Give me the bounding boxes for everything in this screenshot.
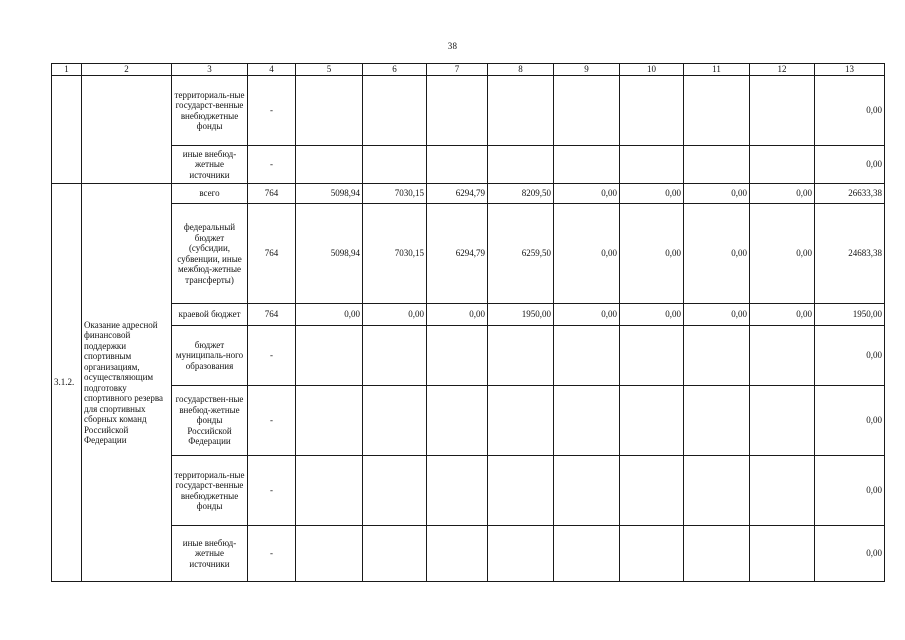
value-cell [684,456,750,526]
value-cell [554,456,620,526]
funding-source-cell: государствен-ные внебюд-жетные фонды Российской Федерации [172,386,248,456]
table-row [52,526,885,582]
funding-source-cell: бюджет муниципаль-ного образования [172,326,248,386]
value-cell: 0,00 [750,184,815,204]
value-cell: 1950,00 [488,304,554,326]
value-cell [427,326,488,386]
column-header-7: 7 [427,64,488,76]
program-financing-table [51,63,885,582]
table-row [52,386,885,456]
value-cell: 6294,79 [427,204,488,304]
value-cell [684,146,750,184]
page-number: 38 [447,41,458,51]
value-cell: 5098,94 [296,184,363,204]
value-cell [363,326,427,386]
value-cell: 0,00 [620,304,684,326]
value-cell [750,386,815,456]
value-cell [363,526,427,582]
column-4-cell: 764 [248,304,296,326]
funding-source-cell: иные внебюд-жетные источники [172,146,248,184]
value-cell: 0,00 [296,304,363,326]
value-cell [554,526,620,582]
value-cell: 0,00 [684,204,750,304]
table-row [52,304,885,326]
table-row [52,146,885,184]
column-header-3: 3 [172,64,248,76]
total-cell: 0,00 [815,76,885,146]
value-cell [620,76,684,146]
item-name-cell: Оказание адресной финансовой поддержки спортивным организациям, осуществляющим подготовку спортивного резерва для спортивных сборных команд Российской Федерации [82,184,172,582]
item-code-cell: 3.1.2. [52,184,82,582]
value-cell [554,386,620,456]
value-cell: 8209,50 [488,184,554,204]
value-cell [750,76,815,146]
item-name-cell [82,76,172,184]
column-header-11: 11 [684,64,750,76]
value-cell: 0,00 [554,184,620,204]
value-cell [363,76,427,146]
value-cell [488,76,554,146]
value-cell: 6259,50 [488,204,554,304]
value-cell [427,76,488,146]
value-cell [296,326,363,386]
value-cell: 7030,15 [363,204,427,304]
value-cell [296,76,363,146]
column-header-8: 8 [488,64,554,76]
value-cell [620,146,684,184]
value-cell: 0,00 [363,304,427,326]
column-header-2: 2 [82,64,172,76]
total-cell: 24683,38 [815,204,885,304]
column-4-cell: - [248,456,296,526]
value-cell: 0,00 [684,184,750,204]
column-number-header-row [52,64,885,76]
value-cell: 5098,94 [296,204,363,304]
column-4-cell: - [248,76,296,146]
column-4-cell: 764 [248,184,296,204]
column-4-cell: - [248,326,296,386]
value-cell [488,526,554,582]
value-cell [684,386,750,456]
column-4-cell: 764 [248,204,296,304]
column-4-cell: - [248,526,296,582]
value-cell: 0,00 [750,204,815,304]
value-cell [750,456,815,526]
total-cell: 1950,00 [815,304,885,326]
column-header-12: 12 [750,64,815,76]
value-cell [427,146,488,184]
value-cell [488,386,554,456]
value-cell [620,456,684,526]
table-row [52,456,885,526]
funding-source-cell: краевой бюджет [172,304,248,326]
value-cell [554,76,620,146]
value-cell [427,456,488,526]
value-cell [296,146,363,184]
value-cell [750,326,815,386]
column-header-6: 6 [363,64,427,76]
table-row [52,204,885,304]
value-cell: 7030,15 [363,184,427,204]
column-4-cell: - [248,386,296,456]
value-cell [427,526,488,582]
value-cell: 0,00 [554,204,620,304]
value-cell [620,526,684,582]
funding-source-cell: территориаль-ные государст-венные внебюджетные фонды [172,456,248,526]
total-cell: 0,00 [815,456,885,526]
column-header-4: 4 [248,64,296,76]
value-cell [620,386,684,456]
value-cell: 6294,79 [427,184,488,204]
funding-source-cell: иные внебюд-жетные источники [172,526,248,582]
value-cell [427,386,488,456]
total-cell: 0,00 [815,326,885,386]
funding-source-cell: территориаль-ные государст-венные внебюджетные фонды [172,76,248,146]
value-cell [363,386,427,456]
value-cell [488,146,554,184]
value-cell [363,146,427,184]
value-cell [750,526,815,582]
item-code-cell [52,76,82,184]
value-cell [488,456,554,526]
value-cell [620,326,684,386]
value-cell [684,526,750,582]
column-header-10: 10 [620,64,684,76]
value-cell [684,76,750,146]
value-cell [554,326,620,386]
value-cell [363,456,427,526]
table-row [52,184,885,204]
column-header-1: 1 [52,64,82,76]
value-cell [684,326,750,386]
column-header-5: 5 [296,64,363,76]
value-cell: 0,00 [554,304,620,326]
value-cell [750,146,815,184]
table-row [52,76,885,146]
funding-source-cell: всего [172,184,248,204]
total-cell: 26633,38 [815,184,885,204]
value-cell: 0,00 [684,304,750,326]
value-cell [296,526,363,582]
total-cell: 0,00 [815,526,885,582]
column-4-cell: - [248,146,296,184]
value-cell [296,386,363,456]
value-cell: 0,00 [427,304,488,326]
column-header-13: 13 [815,64,885,76]
value-cell [488,326,554,386]
funding-source-cell: федеральный бюджет (субсидии, субвенции, иные межбюд-жетные трансферты) [172,204,248,304]
value-cell: 0,00 [620,204,684,304]
value-cell: 0,00 [750,304,815,326]
total-cell: 0,00 [815,386,885,456]
column-header-9: 9 [554,64,620,76]
value-cell: 0,00 [620,184,684,204]
value-cell [296,456,363,526]
value-cell [554,146,620,184]
total-cell: 0,00 [815,146,885,184]
table-row [52,326,885,386]
